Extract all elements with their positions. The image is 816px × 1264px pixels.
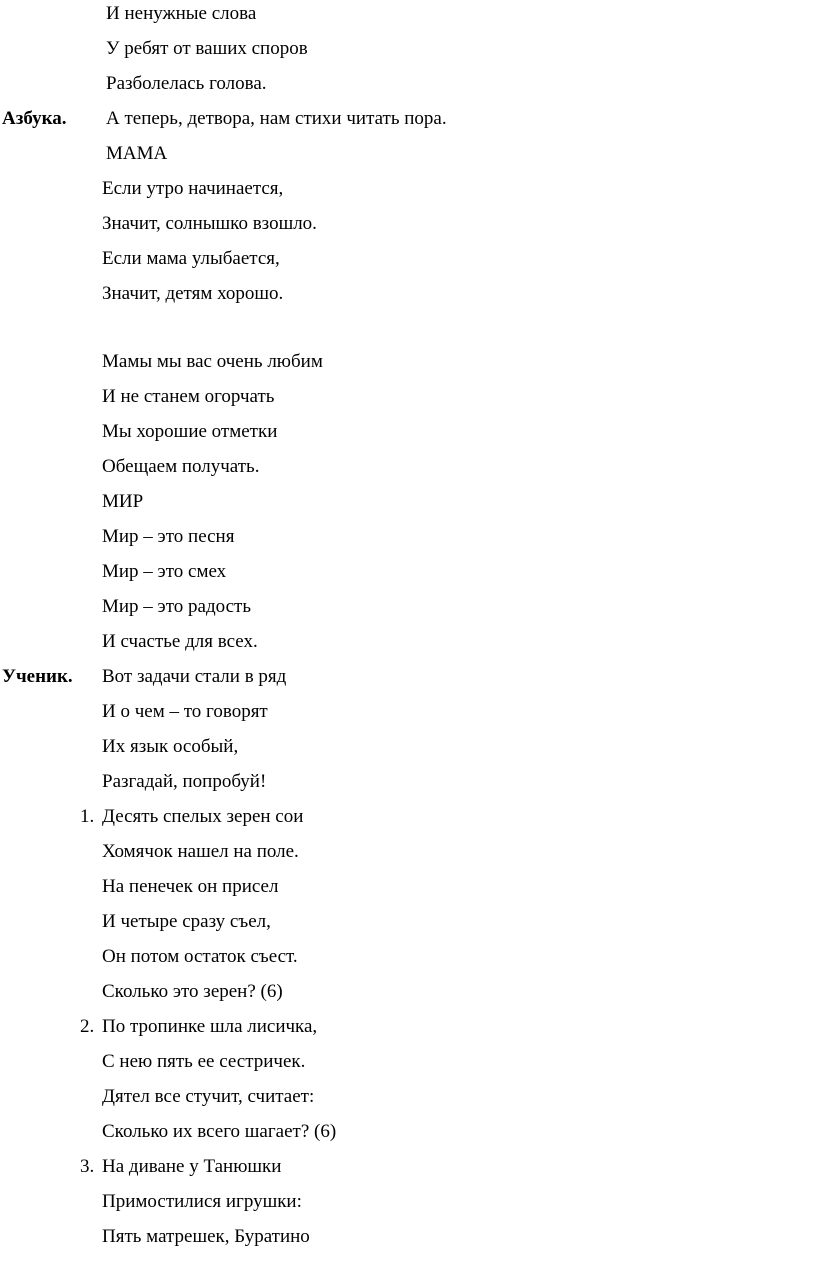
poem-line: У ребят от ваших споров — [106, 38, 308, 59]
poem-title-mir: МИР — [102, 491, 144, 512]
poem-line: Десять спелых зерен сои — [102, 806, 304, 827]
riddle-number: 3. — [80, 1156, 95, 1177]
poem-line: Дятел все стучит, считает: — [102, 1086, 315, 1107]
riddle-number: 2. — [80, 1016, 95, 1037]
poem-line: Сколько это зерен? (6) — [102, 981, 283, 1002]
poem-line: Мир – это радость — [102, 596, 251, 617]
poem-line: На диване у Танюшки — [102, 1156, 282, 1177]
poem-line: Мамы мы вас очень любим — [102, 351, 323, 372]
poem-line: Обещаем получать. — [102, 456, 260, 477]
poem-line: И не станем огорчать — [102, 386, 275, 407]
poem-line: И счастье для всех. — [102, 631, 258, 652]
poem-line: Значит, детям хорошо. — [102, 283, 284, 304]
poem-line: Разболелась голова. — [106, 73, 267, 94]
speaker-label-uchenik: Ученик. — [2, 666, 73, 687]
speaker-label-azbuka: Азбука. — [2, 108, 67, 129]
poem-line: И ненужные слова — [106, 3, 257, 24]
poem-line: По тропинке шла лисичка, — [102, 1016, 318, 1037]
poem-line: На пенечек он присел — [102, 876, 279, 897]
poem-line: Если утро начинается, — [102, 178, 284, 199]
poem-line: Сколько их всего шагает? (6) — [102, 1121, 337, 1142]
poem-line: Их язык особый, — [102, 736, 239, 757]
poem-line: С нею пять ее сестричек. — [102, 1051, 306, 1072]
poem-line: Мир – это песня — [102, 526, 235, 547]
riddle-number: 1. — [80, 806, 95, 827]
poem-line: Мир – это смех — [102, 561, 227, 582]
poem-line: И четыре сразу съел, — [102, 911, 271, 932]
poem-line: Вот задачи стали в ряд — [102, 666, 287, 687]
poem-line: Он потом остаток съест. — [102, 946, 298, 967]
poem-line: Если мама улыбается, — [102, 248, 280, 269]
poem-line: Хомячок нашел на поле. — [102, 841, 299, 862]
poem-line: Пять матрешек, Буратино — [102, 1226, 310, 1247]
poem-line: Значит, солнышко взошло. — [102, 213, 317, 234]
poem-line: Примостилися игрушки: — [102, 1191, 302, 1212]
poem-line: А теперь, детвора, нам стихи читать пора. — [106, 108, 447, 129]
poem-title-mama: МАМА — [106, 143, 168, 164]
poem-line: Мы хорошие отметки — [102, 421, 278, 442]
poem-line: И о чем – то говорят — [102, 701, 268, 722]
poem-line: Разгадай, попробуй! — [102, 771, 267, 792]
